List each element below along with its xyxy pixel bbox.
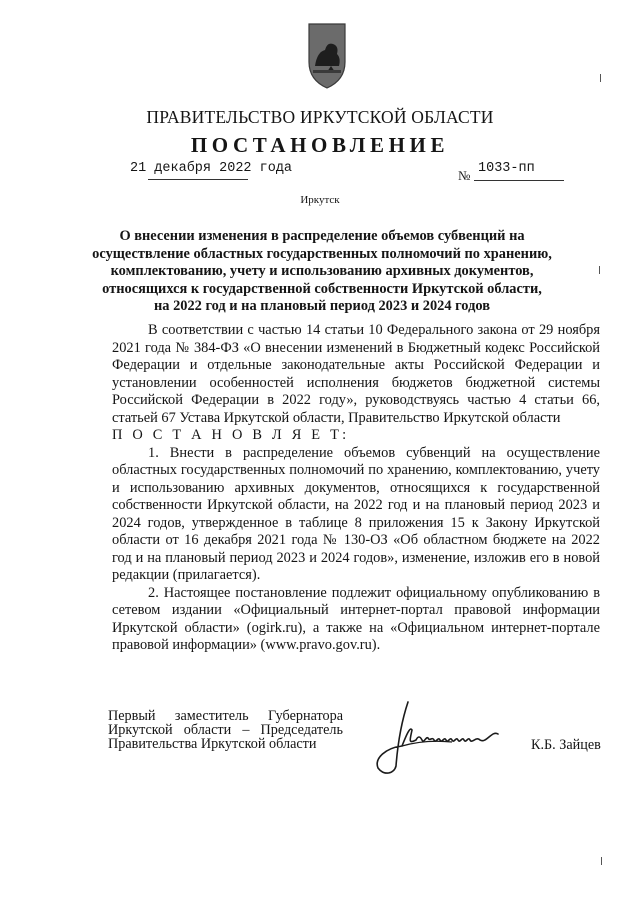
signer-word: Председатель [260, 722, 343, 738]
signer-word: – [242, 722, 250, 738]
document-body [112, 322, 600, 655]
date-underline [148, 179, 248, 180]
signer-name: К.Б. Зайцев [531, 737, 601, 753]
title-line: О внесении изменения в распределение объемов субвенций на [119, 228, 525, 244]
scan-mark [601, 857, 602, 865]
scan-mark [599, 266, 600, 274]
point-2-paragraph: 2. Настоящее постановление подлежит официальному опубликованию в сетевом издании «Официальный интернет-портал правовой информации Иркутской области» (ogirk.ru), а также на «Официальном интернет-портале правовой информации» (www.pravo.gov.ru). [112, 584, 600, 653]
signer-word: Первый [108, 708, 156, 724]
city-name: Иркутск [300, 194, 340, 206]
signer-word: заместитель [174, 708, 249, 724]
title-line: на 2022 год и на плановый период 2023 и 2024 годов [154, 298, 490, 314]
point-1-paragraph: 1. Внести в распределение объемов субвенций на осуществление областных государственных полномочий по хранению, комплектованию, учету и использованию архивных документов, относящихся к государственной собственности Иркутской области, на 2022 год и на плановый период 2023 и 2024 годов, утвержденное в таблице 8 приложения 15 к Закону Иркутской области от 16 декабря 2021 года № 130-ОЗ «Об областном бюджете на 2022 год и на плановый период 2023 и 2024 годов», изменение, изложив его в новой редакции (прилагается). [112, 444, 600, 583]
signer-position [108, 709, 358, 751]
document-number: 1033-пп [478, 161, 535, 176]
coat-of-arms-icon [303, 22, 351, 90]
scan-mark [600, 74, 601, 82]
number-sign: № [458, 168, 471, 183]
resolves-heading: П О С Т А Н О В Л Я Е Т: [112, 427, 350, 443]
signer-word: Иркутской [108, 722, 173, 738]
preamble-paragraph: В соответствии с частью 14 статьи 10 Федерального закона от 29 ноября 2021 года № 384-ФЗ «О внесении изменений в Бюджетный кодекс Российской Федерации и отдельные законодательные акты Российской Федерации и установлении особенностей исполнения бюджетов бюджетной системы Российской Федерации в 2022 году», руководствуясь частью 4 статьи 66, статьей 67 Устава Иркутской области, Правительство Иркутской области [112, 322, 600, 426]
title-line: комплектованию, учету и использованию архивных документов, [110, 263, 534, 279]
title-line: осуществление областных государственных полномочий по хранению, [92, 245, 552, 262]
document-date: 21 декабря 2022 года [130, 161, 293, 176]
document-title [92, 228, 552, 316]
signer-word: Губернатора [267, 708, 343, 724]
number-underline [474, 180, 564, 181]
signer-line-3: Правительства Иркутской области [108, 736, 317, 752]
signer-word: области [183, 722, 232, 738]
government-name: ПРАВИТЕЛЬСТВО ИРКУТСКОЙ ОБЛАСТИ [146, 107, 494, 127]
title-line: относящихся к государственной собственности Иркутской области, [102, 280, 542, 297]
signer-line-2 [108, 723, 343, 737]
handwritten-signature-icon [372, 696, 524, 778]
signer-line-1 [108, 709, 343, 723]
document-type: ПОСТАНОВЛЕНИЕ [190, 133, 450, 157]
